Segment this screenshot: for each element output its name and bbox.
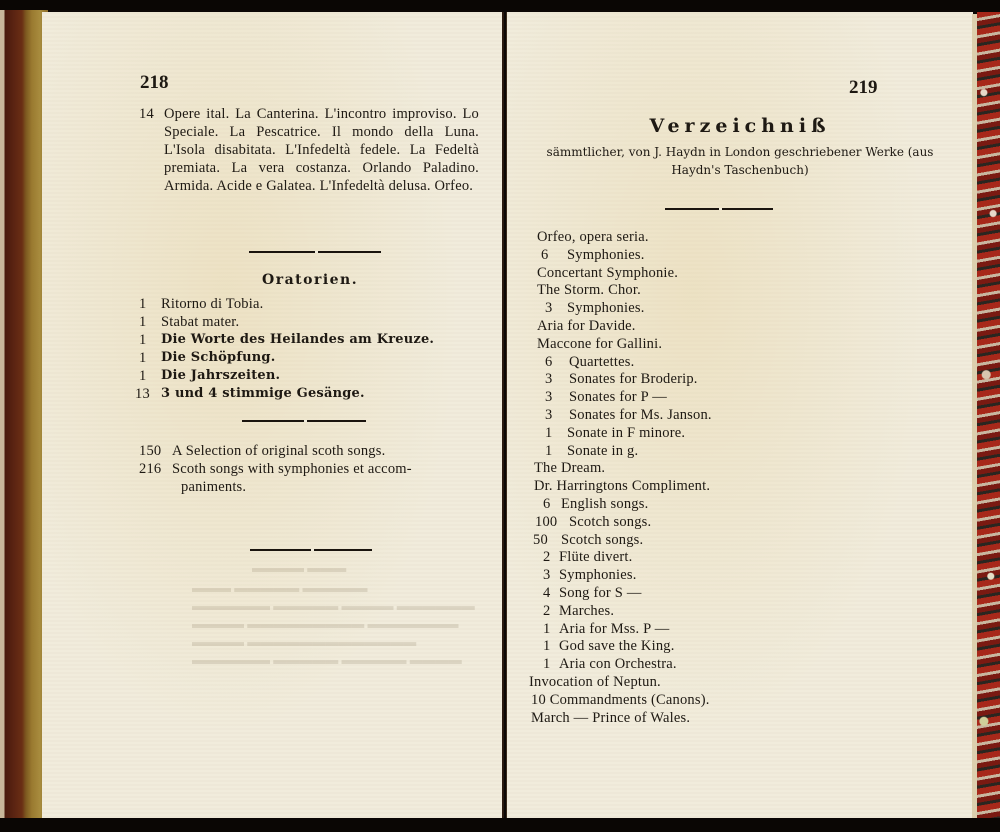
list-item: 4 Song for S —: [543, 584, 642, 601]
list-item: 1 God save the King.: [543, 638, 675, 655]
catalog-title: Verzeichniß: [649, 115, 831, 137]
list-item: 1 Die Jahrszeiten.: [139, 368, 281, 384]
opere-entry: [139, 105, 479, 195]
section-divider: [242, 420, 366, 422]
show-through-text: ▬▬▬▬▬▬ ▬▬▬▬ ▬▬▬▬▬ ▬▬▬▬▬▬: [192, 598, 475, 613]
list-item: 1 Die Schöpfung.: [139, 350, 276, 366]
catalog-subtitle: sämmtlicher, von J. Haydn in London geschriebener Werke (aus Haydn's Taschenbuch): [546, 145, 934, 177]
list-item: Concertant Symphonie.: [537, 264, 679, 281]
list-item: Invocation of Neptun.: [529, 673, 661, 690]
oratorien-list: [135, 295, 479, 403]
list-item: 3 Sonates for Ms. Janson.: [545, 406, 712, 423]
left-page: [42, 12, 504, 818]
scottish-songs-list: [139, 442, 479, 496]
show-through-text: ▬▬▬ ▬▬▬▬: [252, 560, 347, 575]
scan-border-top: [0, 0, 1000, 10]
list-item: 3 Symphonies.: [545, 300, 645, 317]
list-item: Aria for Davide.: [537, 317, 636, 334]
show-through-text: ▬▬▬▬▬▬▬ ▬▬▬▬▬▬▬▬▬ ▬▬▬▬: [192, 616, 459, 631]
list-item: 1 Aria for Mss. P —: [543, 620, 670, 637]
marbled-endpaper: [977, 12, 1000, 818]
show-through-text: ▬▬▬▬▬▬▬▬▬▬▬▬▬ ▬▬▬▬: [192, 634, 417, 649]
list-item: March — Prince of Wales.: [531, 709, 691, 726]
catalog-title-block: [507, 115, 973, 179]
section-heading-oratorien: Oratorien.: [262, 272, 359, 288]
list-item: The Storm. Chor.: [537, 282, 641, 299]
list-item: 50 Scotch songs.: [533, 531, 644, 548]
list-item: 10 Commandments (Canons).: [531, 691, 710, 708]
right-page: [506, 12, 973, 818]
list-item: 1 Aria con Orchestra.: [543, 656, 677, 673]
list-item: 1 Sonate in F minore.: [545, 424, 686, 441]
works-list: [529, 228, 937, 726]
list-item: 1 Die Worte des Heilandes am Kreuze.: [139, 332, 435, 348]
show-through-text: ▬▬▬▬ ▬▬▬▬▬ ▬▬▬▬▬ ▬▬▬▬▬▬: [192, 652, 462, 667]
list-item: 6 English songs.: [543, 495, 649, 512]
list-item: 13 3 und 4 stimmige Gesänge.: [135, 386, 365, 402]
list-item: 150 A Selection of original scoth songs.: [139, 443, 386, 459]
list-item: 3 Sonates for P —: [545, 389, 667, 406]
list-item: The Dream.: [534, 460, 606, 477]
list-item: 6 Quartettes.: [545, 353, 635, 370]
list-item: 3 Symphonies.: [543, 567, 637, 584]
section-divider: [665, 208, 773, 210]
entry-text: Opere ital. La Canterina. L'incontro improviso. Lo Speciale. La Pescatrice. Il mondo della Luna. L'Isola disabitata. L'Infedeltà fedele. La Fedeltà premiata. La vera costanza. Orlando Paladino. Armida. Acide e Galatea. L'Infedeltà delusa. Orfeo.: [164, 106, 479, 194]
page-number-left: 218: [140, 72, 169, 93]
list-item: 1 Sonate in g.: [545, 442, 639, 459]
scan-border-bottom: [0, 818, 1000, 832]
section-divider: [250, 549, 372, 551]
list-item: 1 Ritorno di Tobia.: [139, 296, 264, 312]
list-item: 3 Sonates for Broderip.: [545, 371, 698, 388]
list-item: Orfeo, opera seria.: [537, 229, 649, 245]
show-through-text: ▬▬▬▬▬ ▬▬▬▬▬ ▬▬▬: [192, 580, 368, 595]
list-item: Dr. Harringtons Compliment.: [534, 478, 711, 495]
entry-count: 14: [139, 106, 154, 122]
list-item-continuation: paniments.: [181, 479, 247, 495]
list-item: 2 Flüte divert.: [543, 549, 633, 566]
list-item: 2 Marches.: [543, 602, 615, 619]
page-number-right: 219: [849, 77, 878, 98]
list-item: 216 Scoth songs with symphonies et accom-: [139, 461, 412, 477]
list-item: 6 Symphonies.: [541, 246, 645, 263]
list-item: Maccone for Gallini.: [537, 335, 663, 352]
section-divider: [249, 251, 381, 253]
list-item: 1 Stabat mater.: [139, 314, 240, 330]
book-binding-edge: [0, 10, 48, 818]
list-item: 100 Scotch songs.: [535, 513, 652, 530]
